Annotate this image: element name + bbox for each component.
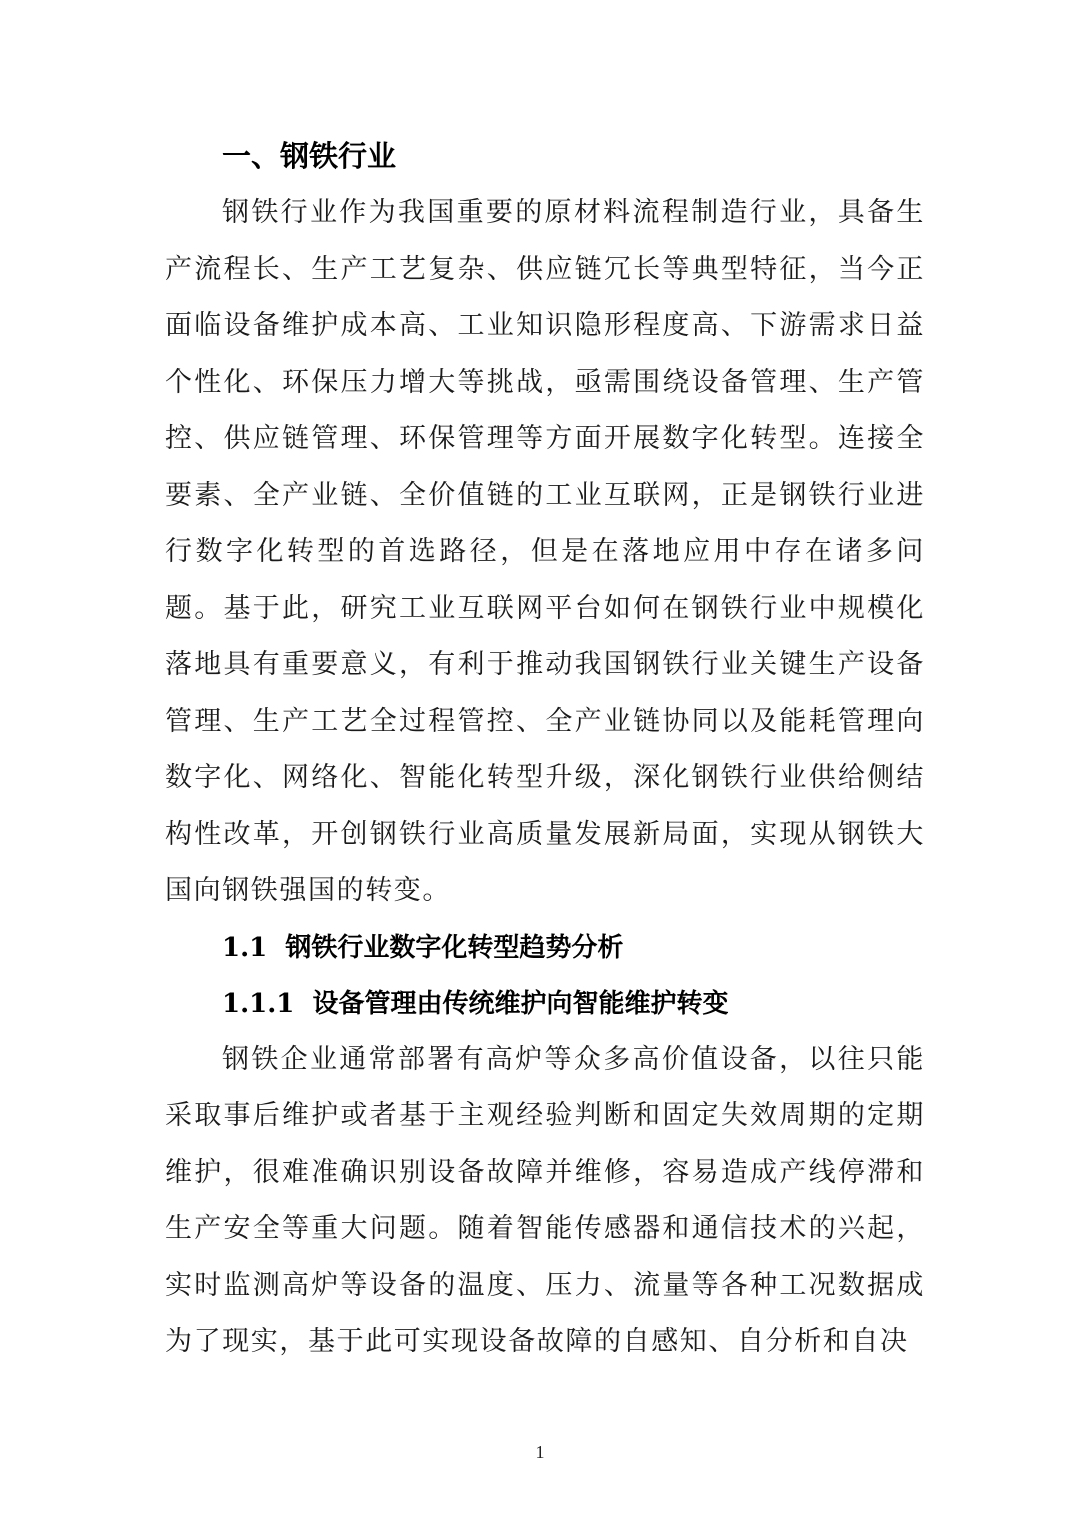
section-heading: 一、钢铁行业 (222, 139, 397, 173)
page-number: 1 (535, 1442, 545, 1462)
body-paragraph: 钢铁行业作为我国重要的原材料流程制造行业，具备生产流程长、生产工艺复杂、供应链冗长等典型特征，当今正面临设备维护成本高、工业知识隐形程度高、下游需求日益个性化、环保压力增大等挑战，亟需围绕设备管理、生产管控、供应链管理、环保管理等方面开展数字化转型。连接全要素、全产业链、全价值链的工业互联网，正是钢铁行业进行数字化转型的首选路径，但是在落地应用中存在诸多问题。基于此，研究工业互联网平台如何在钢铁行业中规模化落地具有重要意义，有利于推动我国钢铁行业关键生产设备管理、生产工艺全过程管控、全产业链协同以及能耗管理向数字化、网络化、智能化转型升级，深化钢铁行业供给侧结构性改革，开创钢铁行业高质量发展新局面，实现从钢铁大国向钢铁强国的转变。 (165, 197, 925, 906)
subsection-heading: 1.1 钢铁行业数字化转型趋势分析 (222, 932, 624, 963)
page-content (165, 128, 925, 1371)
body-paragraph: 钢铁企业通常部署有高炉等众多高价值设备，以往只能采取事后维护或者基于主观经验判断和固定失效周期的定期维护，很难准确识别设备故障并维修，容易造成产线停滞和生产安全等重大问题。随着智能传感器和通信技术的兴起，实时监测高炉等设备的温度、压力、流量等各种工况数据成为了现实，基于此可实现设备故障的自感知、自分析和自决 (165, 1043, 925, 1357)
sub-subsection-heading: 1.1.1 设备管理由传统维护向智能维护转变 (222, 988, 729, 1019)
